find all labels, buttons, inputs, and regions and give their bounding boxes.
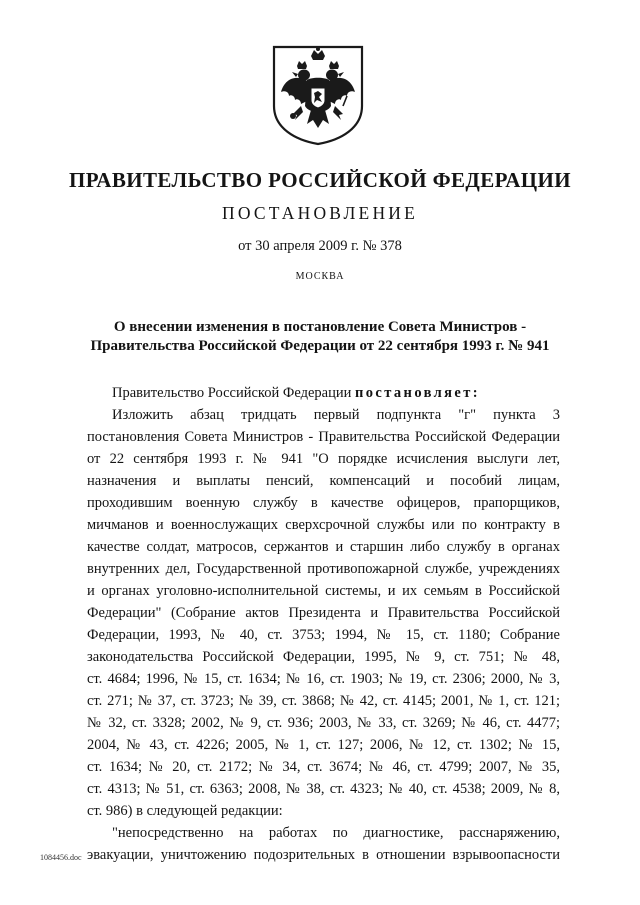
- body-line: 2004, № 43, ст. 4226; 2005, № 1, ст. 127; 2006, № 12, ст. 1302; № 15,: [87, 737, 560, 753]
- body-line: эвакуации, уничтожению подозрительных в отношении взрывоопасности: [87, 847, 560, 863]
- document-type: ПОСТАНОВЛЕНИЕ: [221, 203, 419, 223]
- file-reference: 1084456.doc: [40, 853, 82, 862]
- body-line: от 22 сентября 1993 г. № 941 "О порядке исчисления выслуги лет,: [87, 451, 560, 467]
- intro-line: [112, 383, 560, 403]
- body-line: ст. 271; № 37, ст. 3723; № 39, ст. 3868; № 42, ст. 4145; 2001, № 1, ст. 121;: [87, 693, 560, 709]
- document-city: МОСКВА: [295, 271, 345, 282]
- body-line: Федерации, 1993, № 40, ст. 3753; 1994, № 15, ст. 1180; Собрание: [87, 627, 560, 643]
- body-line: Изложить абзац тридцать первый подпункта "г" пункта 3: [112, 407, 560, 423]
- subject-line-2: Правительства Российской Федерации от 22 сентября 1993 г. № 941: [90, 338, 550, 354]
- body-line: законодательства Российской Федерации, 1995, № 9, ст. 751; № 48,: [87, 649, 560, 665]
- body-line: мичманов и военнослужащих сверхсрочной службы или по контракту в: [87, 517, 560, 533]
- subject-line-1: О внесении изменения в постановление Совета Министров -: [113, 319, 527, 335]
- state-emblem-icon: [271, 44, 365, 146]
- body-line: "непосредственно на работах по диагностике, расснаряжению,: [112, 825, 560, 841]
- body-line: внутренних дел, Государственной противопожарной службе, учреждениях: [87, 561, 560, 577]
- body-line: постановления Совета Министров - Правительства Российской Федерации: [87, 429, 560, 445]
- body-line: ст. 986) в следующей редакции:: [87, 803, 283, 819]
- decree-word: постановляет:: [354, 385, 481, 401]
- body-line: назначения и выплаты пенсий, компенсаций и пособий лицам,: [87, 473, 560, 489]
- body-line: Федерации" (Собрание актов Президента и Правительства Российской: [87, 605, 560, 621]
- body-line: № 32, ст. 3328; 2002, № 9, ст. 936; 2003, № 33, ст. 3269; № 46, ст. 4477;: [87, 715, 560, 731]
- government-title: ПРАВИТЕЛЬСТВО РОССИЙСКОЙ ФЕДЕРАЦИИ: [69, 168, 571, 192]
- document-date-number: от 30 апреля 2009 г. № 378: [238, 238, 402, 254]
- body-line: проходившим военную службу в качестве офицеров, прапорщиков,: [87, 495, 560, 511]
- body-line: ст. 1634; № 20, ст. 2172; № 34, ст. 3674; № 46, ст. 4799; 2007, № 35,: [87, 759, 560, 775]
- body-line: ст. 4313; № 51, ст. 6363; 2008, № 38, ст. 4323; № 40, ст. 4538; 2009, № 8,: [87, 781, 560, 797]
- body-line: и органах уголовно-исполнительной системы, и их семьям в Российской: [87, 583, 560, 599]
- body-line: качестве солдат, матросов, сержантов и старшин либо службу в органах: [87, 539, 560, 555]
- intro-prefix: Правительство Российской Федерации: [112, 385, 355, 401]
- body-line: ст. 4684; 1996, № 15, ст. 1634; № 16, ст. 1903; № 19, ст. 2306; 2000, № 3,: [87, 671, 560, 687]
